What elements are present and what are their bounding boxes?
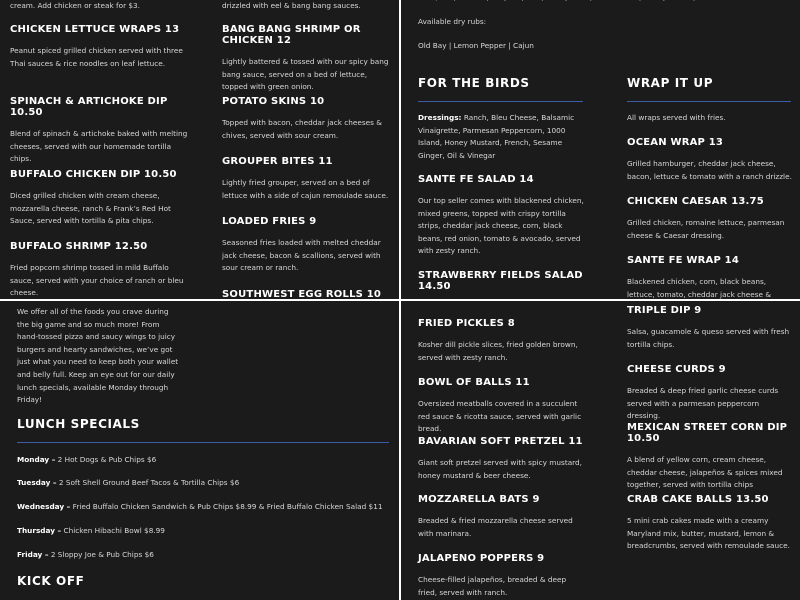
menu-item xyxy=(627,196,793,242)
item-name: CRAB CAKE BALLS 13.50 xyxy=(627,494,769,505)
item-name: POTATO SKINS 10 xyxy=(222,96,325,107)
menu-item xyxy=(10,24,190,70)
section-divider xyxy=(418,101,583,102)
rubs-list: Old Bay | Lemon Pepper | Cajun xyxy=(418,41,534,50)
menu-item xyxy=(418,377,586,436)
item-name: CHICKEN LETTUCE WRAPS 13 xyxy=(10,24,180,35)
section-heading: WRAP IT UP xyxy=(627,76,714,90)
item-name: SANTE FE WRAP 14 xyxy=(627,255,739,266)
menu-item xyxy=(627,494,793,553)
special-row xyxy=(17,525,389,538)
special-row xyxy=(17,549,389,562)
item-name: BUFFALO CHICKEN DIP 10.50 xyxy=(10,169,177,180)
item-name: CHICKEN CAESAR 13.75 xyxy=(627,196,764,207)
menu-panel-top-right xyxy=(401,0,800,299)
special-day: Friday – xyxy=(17,550,49,559)
menu-item xyxy=(10,96,190,166)
section-divider xyxy=(627,101,791,102)
item-description: 5 mini crab cakes made with a creamy Maryland mix, butter, mustard, lemon & breadcrumbs, served with remoulade sauce. xyxy=(627,516,790,551)
menu-item xyxy=(627,137,793,183)
item-description: drizzled with eel & bang bang sauces. xyxy=(222,1,361,10)
item-name: JALAPENO POPPERS 9 xyxy=(418,553,545,564)
item-name: SANTE FE SALAD 14 xyxy=(418,174,534,185)
item-description xyxy=(418,0,788,4)
menu-item xyxy=(418,318,586,364)
menu-item xyxy=(222,24,390,94)
item-description: Fried popcorn shrimp tossed in mild Buffalo sauce, served with your choice of ranch or bleu cheese. xyxy=(10,263,184,298)
menu-item xyxy=(627,255,793,299)
item-description: A blend of yellow corn, cream cheese, cheddar cheese, jalapeños & spices mixed together, served with tortilla chips xyxy=(627,455,783,490)
item-description: Peanut spiced grilled chicken served with three Thai sauces & rice noodles on leaf lettuce. xyxy=(10,46,183,68)
item-description: Cheese-filled jalapeños, breaded & deep fried, served with ranch. xyxy=(418,575,567,597)
menu-item xyxy=(418,494,586,540)
item-name: LOADED FRIES 9 xyxy=(222,216,317,227)
special-row xyxy=(17,454,389,467)
section-heading: FOR THE BIRDS xyxy=(418,76,530,90)
special-text: 2 Soft Shell Ground Beef Tacos & Tortilla Chips $6 xyxy=(56,478,240,487)
item-description: Breaded & fried mozzarella cheese served with marinara. xyxy=(418,516,573,538)
item-name: MOZZARELLA BATS 9 xyxy=(418,494,540,505)
item-name: SPINACH & ARTICHOKE DIP 10.50 xyxy=(10,96,168,118)
special-row xyxy=(17,501,389,514)
menu-item xyxy=(222,96,390,142)
item-name: MEXICAN STREET CORN DIP 10.50 xyxy=(627,422,788,444)
menu-item xyxy=(418,436,586,482)
item-description: Diced grilled chicken with cream cheese, mozzarella cheese, ranch & Frank’s Red Hot Sauce, served with tortilla & pita chips. xyxy=(10,191,171,226)
item-description: Lightly fried grouper, served on a bed of lettuce with a side of cajun remoulade sauce. xyxy=(222,178,389,200)
item-name: TRIPLE DIP 9 xyxy=(627,305,702,316)
item-description: Blend of spinach & artichoke baked with melting cheeses, served with our homemade tortilla chips. xyxy=(10,129,188,164)
special-text: Fried Buffalo Chicken Sandwich & Pub Chips $8.99 & Fried Buffalo Chicken Salad $11 xyxy=(70,502,383,511)
dressings-label: Dressings: xyxy=(418,113,462,122)
special-row xyxy=(17,477,389,490)
menu-item xyxy=(222,216,390,275)
item-description: Breaded & deep fried garlic cheese curds served with a parmesan peppercorn dressing. xyxy=(627,386,779,421)
intro-text: We offer all of the foods you crave during the big game and so much more! From hand-tossed pizza and saucy wings to juicy burgers and hearty sandwiches, we’ve got just what you need to keep both your wallet and belly full. Keep an eye out for our daily lunch specials, available Monday through Friday! xyxy=(17,307,179,405)
item-name: OCEAN WRAP 13 xyxy=(627,137,724,148)
menu-item xyxy=(627,364,793,423)
item-description: Topped with bacon, cheddar jack cheeses & chives, served with sour cream. xyxy=(222,118,382,140)
item-description: Giant soft pretzel served with spicy mustard, honey mustard & beer cheese. xyxy=(418,458,582,480)
section-intro: All wraps served with fries. xyxy=(627,113,726,122)
special-day: Wednesday – xyxy=(17,502,71,511)
section-heading: KICK OFF xyxy=(17,574,85,588)
dressings-text xyxy=(418,112,584,162)
menu-item xyxy=(418,174,586,258)
item-description: Salsa, guacamole & queso served with fresh tortilla chips. xyxy=(627,327,790,349)
item-description: Grilled chicken, romaine lettuce, parmesan cheese & Caesar dressing. xyxy=(627,218,785,240)
item-description: cream. Add chicken or steak for $3. xyxy=(10,1,140,10)
section-heading: LUNCH SPECIALS xyxy=(17,417,140,431)
item-name: FRIED PICKLES 8 xyxy=(418,318,515,329)
special-text: Chicken Hibachi Bowl $8.99 xyxy=(61,526,165,535)
item-name: BANG BANG SHRIMP OR CHICKEN 12 xyxy=(222,24,361,46)
item-description: Blackened chicken, corn, black beans, lettuce, tomato, cheddar jack cheese & xyxy=(627,277,772,299)
menu-item xyxy=(10,169,190,228)
menu-item xyxy=(10,241,190,299)
menu-panel-bottom-right xyxy=(401,301,800,600)
special-text: 2 Sloppy Joe & Pub Chips $6 xyxy=(48,550,154,559)
menu-panel-top-left xyxy=(0,0,399,299)
item-description: Kosher dill pickle slices, fried golden brown, served with zesty ranch. xyxy=(418,340,578,362)
item-name: SOUTHWEST EGG ROLLS 10 xyxy=(222,289,382,299)
item-description: Our top seller comes with blackened chicken, mixed greens, topped with crispy tortilla strips, cheddar jack cheese, corn, black beans, red onion, tomato & avocado, served with zesty ranch. xyxy=(418,196,584,256)
menu-item xyxy=(222,289,390,299)
special-day: Thursday – xyxy=(17,526,62,535)
menu-panel-bottom-left xyxy=(0,301,399,600)
section-divider xyxy=(17,442,389,443)
rubs-label: Available dry rubs: xyxy=(418,17,487,26)
item-name: STRAWBERRY FIELDS SALAD 14.50 xyxy=(418,270,583,292)
menu-item xyxy=(627,422,793,492)
dressings-list: Ranch, Bleu Cheese, Balsamic Vinaigrette, Parmesan Peppercorn, 1000 Island, Honey Mustard, French, Sesame Ginger, Oil & Vinegar xyxy=(418,113,575,160)
item-name: BUFFALO SHRIMP 12.50 xyxy=(10,241,148,252)
menu-item xyxy=(222,156,390,202)
item-description: Grilled hamburger, cheddar jack cheese, bacon, lettuce & tomato with a ranch drizzle. xyxy=(627,159,792,181)
item-description: Lightly battered & tossed with our spicy bang bang sauce, served on a bed of lettuce, topped with green onion. xyxy=(222,57,389,92)
item-name: BAVARIAN SOFT PRETZEL 11 xyxy=(418,436,583,447)
special-day: Tuesday – xyxy=(17,478,57,487)
menu-item xyxy=(418,270,586,299)
special-day: Monday – xyxy=(17,455,56,464)
item-name: BOWL OF BALLS 11 xyxy=(418,377,530,388)
item-description: Oversized meatballs covered in a succulent red sauce & ricotta sauce, served with garlic bread. xyxy=(418,399,582,434)
special-text: 2 Hot Dogs & Pub Chips $6 xyxy=(55,455,157,464)
item-name: CHEESE CURDS 9 xyxy=(627,364,726,375)
item-description: Seasoned fries loaded with melted cheddar jack cheese, bacon & scallions, served with sour cream or ranch. xyxy=(222,238,381,273)
menu-item xyxy=(627,305,793,351)
item-name: GROUPER BITES 11 xyxy=(222,156,333,167)
menu-item xyxy=(418,553,586,599)
